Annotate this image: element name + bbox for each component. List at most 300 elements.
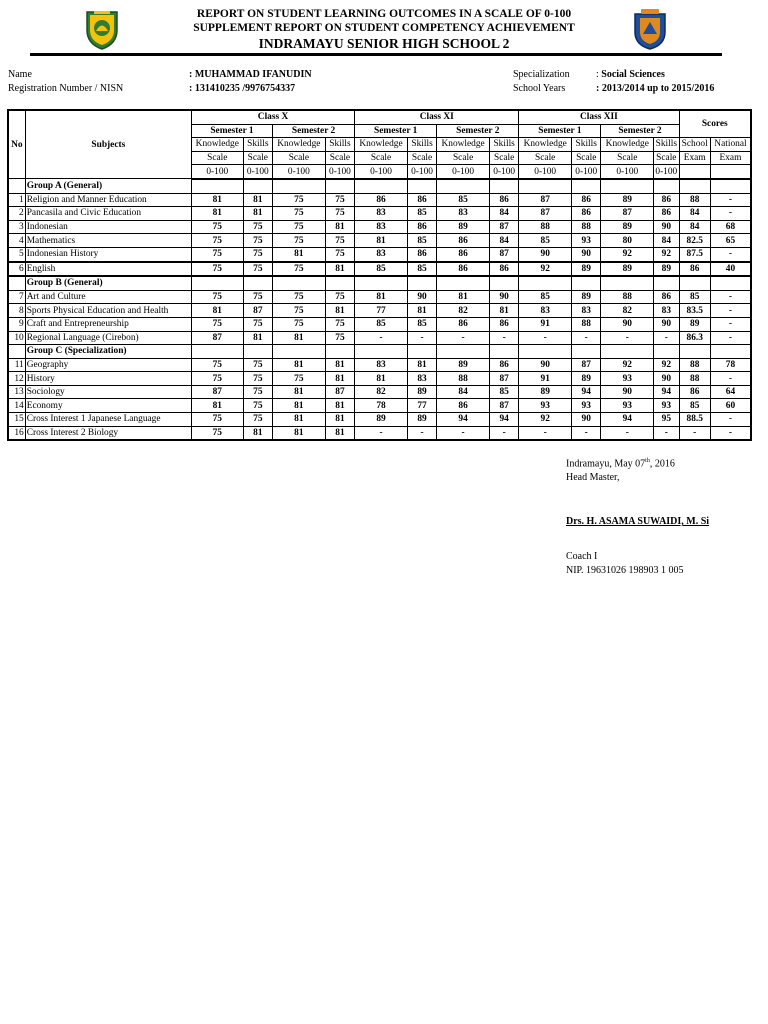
score-cell: 81 [243, 331, 272, 345]
score-cell: 89 [407, 385, 436, 399]
school-header: School [679, 138, 710, 152]
empty-cell [572, 276, 601, 290]
score-cell: 88 [572, 220, 601, 234]
score-cell: 81 [243, 207, 272, 221]
score-cell: 75 [191, 262, 243, 277]
score-cell: 80 [601, 234, 654, 248]
school-years-value: : 2013/2014 up to 2015/2016 [596, 83, 715, 94]
place-date-prefix: Indramayu, May 07 [566, 458, 646, 470]
score-cell: 89 [355, 413, 408, 427]
signature-rank: Coach I [566, 551, 598, 562]
score-cell: 85 [407, 262, 436, 277]
score-cell: 84 [489, 207, 518, 221]
knowledge-header: Knowledge [601, 138, 654, 152]
score-cell: 75 [273, 234, 326, 248]
score-cell: 87 [489, 220, 518, 234]
empty-cell [601, 179, 654, 193]
score-cell: 75 [243, 247, 272, 261]
score-cell: 88.5 [679, 413, 710, 427]
skills-header: Skills [572, 138, 601, 152]
score-cell: - [710, 290, 751, 304]
empty-cell [191, 179, 243, 193]
score-cell: 93 [654, 399, 679, 413]
place-date-sup: th [645, 458, 650, 464]
specialization-label: Specialization [513, 69, 570, 80]
skills-header: Skills [655, 139, 677, 150]
score-cell: 94 [489, 413, 518, 427]
score-cell: 84 [489, 234, 518, 248]
score-cell: 81 [325, 358, 354, 372]
score-cell: 86 [489, 262, 518, 277]
class-xi-header: Class XI [355, 110, 519, 124]
score-cell: 85 [407, 317, 436, 331]
row-number: 14 [8, 399, 25, 413]
score-cell: 78 [355, 399, 408, 413]
score-cell: 75 [191, 247, 243, 261]
score-cell: - [407, 331, 436, 345]
no-header: No [8, 110, 25, 179]
group-title: Group A (General) [25, 179, 191, 193]
school-exam-header: Exam [679, 151, 710, 165]
score-cell: 81 [273, 247, 326, 261]
score-cell: 81 [243, 426, 272, 440]
score-cell: 83.5 [679, 304, 710, 318]
row-number: 6 [8, 262, 25, 277]
empty-cell [437, 276, 490, 290]
empty-cell [654, 276, 679, 290]
table-row [8, 304, 751, 318]
score-cell: 88 [519, 220, 572, 234]
score-cell: 87 [191, 331, 243, 345]
score-cell: 89 [601, 262, 654, 277]
score-cell: 87 [489, 247, 518, 261]
score-cell: 75 [243, 220, 272, 234]
score-cell: 81 [355, 290, 408, 304]
row-number: 13 [8, 385, 25, 399]
score-cell: 89 [519, 385, 572, 399]
score-cell: 84 [679, 220, 710, 234]
group-row [8, 276, 751, 290]
row-number: 7 [8, 290, 25, 304]
score-cell: 75 [191, 426, 243, 440]
scale-label: Scale [191, 151, 243, 165]
score-cell: 82 [437, 304, 490, 318]
report-title-line-1: REPORT ON STUDENT LEARNING OUTCOMES IN A SCALE OF 0-100 [196, 8, 572, 20]
class-x-semester-1: Semester 1 [191, 124, 272, 138]
empty-cell [407, 179, 436, 193]
name-value: : MUHAMMAD IFANUDIN [189, 69, 312, 80]
score-cell: 90 [654, 220, 679, 234]
score-cell: 81 [273, 331, 326, 345]
empty-cell [710, 179, 751, 193]
score-cell: 75 [243, 413, 272, 427]
score-cell: 86 [407, 247, 436, 261]
score-cell: 75 [243, 234, 272, 248]
score-cell: 81 [489, 304, 518, 318]
skills-header: Skills [325, 138, 354, 152]
knowledge-header: Knowledge [191, 138, 243, 152]
score-cell: 88 [437, 372, 490, 386]
score-cell: 84 [679, 207, 710, 221]
score-cell: 75 [243, 290, 272, 304]
score-cell: 87 [601, 207, 654, 221]
score-cell: 81 [191, 207, 243, 221]
score-cell: 90 [572, 247, 601, 261]
scale-range: 0-100 [407, 165, 436, 179]
score-cell: 85 [679, 399, 710, 413]
score-cell: 81 [273, 358, 326, 372]
score-cell: 75 [243, 385, 272, 399]
row-number: 2 [8, 207, 25, 221]
score-cell: 86 [654, 193, 679, 207]
row-number: 15 [8, 413, 25, 427]
score-cell: 94 [654, 385, 679, 399]
scale-range: 0-100 [325, 165, 354, 179]
row-number: 8 [8, 304, 25, 318]
score-cell: 92 [519, 413, 572, 427]
subject-name: English [25, 262, 191, 277]
score-cell: 90 [489, 290, 518, 304]
score-cell: - [489, 331, 518, 345]
score-cell: 86 [679, 262, 710, 277]
score-cell: 81 [407, 358, 436, 372]
score-cell: 89 [654, 262, 679, 277]
score-cell: 95 [654, 413, 679, 427]
score-cell: 75 [243, 358, 272, 372]
subject-name: Sociology [25, 385, 191, 399]
score-cell: 81 [191, 399, 243, 413]
empty-cell [710, 345, 751, 359]
score-cell: 92 [601, 358, 654, 372]
empty-cell [325, 345, 354, 359]
score-cell: - [437, 426, 490, 440]
skills-header: Skills [489, 138, 518, 152]
score-cell: 86 [407, 193, 436, 207]
school-emblem-right [632, 8, 668, 50]
score-cell: 85 [355, 317, 408, 331]
score-cell: 87 [489, 372, 518, 386]
skills-header: Skills [407, 138, 436, 152]
score-cell: 86 [437, 247, 490, 261]
score-cell: 75 [243, 262, 272, 277]
score-cell: 81 [325, 304, 354, 318]
score-cell: 93 [572, 234, 601, 248]
score-cell: 94 [437, 413, 490, 427]
score-cell: 86 [437, 262, 490, 277]
class-xi-semester-2: Semester 2 [437, 124, 519, 138]
score-cell: 83 [355, 207, 408, 221]
table-row [8, 290, 751, 304]
score-cell: 90 [407, 290, 436, 304]
row-number: 12 [8, 372, 25, 386]
score-cell: - [355, 426, 408, 440]
score-cell: 81 [355, 234, 408, 248]
score-cell: 81 [407, 304, 436, 318]
score-cell: 83 [572, 304, 601, 318]
score-cell: 92 [601, 247, 654, 261]
knowledge-header: Knowledge [519, 138, 572, 152]
score-cell: 94 [601, 413, 654, 427]
score-cell: 83 [355, 247, 408, 261]
score-cell: 82 [601, 304, 654, 318]
score-cell: 88 [679, 358, 710, 372]
score-cell: - [710, 247, 751, 261]
score-cell: 92 [654, 358, 679, 372]
registration-value: : 131410235 /9976754337 [189, 83, 296, 94]
subject-name: Cross Interest 1 Japanese Language [25, 413, 191, 427]
school-name: INDRAMAYU SENIOR HIGH SCHOOL 2 [258, 36, 510, 51]
score-cell: 75 [325, 290, 354, 304]
score-cell: 65 [710, 234, 751, 248]
score-cell: 60 [710, 399, 751, 413]
score-cell: - [710, 317, 751, 331]
score-cell: 86 [355, 193, 408, 207]
subject-name: Craft and Entrepreneurship [25, 317, 191, 331]
score-cell: 83 [519, 304, 572, 318]
score-cell: 86 [489, 317, 518, 331]
score-cell: 77 [355, 304, 408, 318]
header-divider [30, 53, 722, 56]
score-cell: 88 [572, 317, 601, 331]
subject-name: Indonesian History [25, 247, 191, 261]
score-cell: 82.5 [679, 234, 710, 248]
row-number: 11 [8, 358, 25, 372]
score-cell: - [489, 426, 518, 440]
empty-cell [489, 276, 518, 290]
score-cell: 86 [654, 207, 679, 221]
national-header: National [710, 138, 751, 152]
score-cell: 85 [679, 290, 710, 304]
scale-label: Scale [325, 151, 354, 165]
table-row [8, 247, 751, 261]
score-cell: 75 [325, 207, 354, 221]
class-x-header: Class X [191, 110, 354, 124]
score-cell: 81 [243, 193, 272, 207]
scale-label: Scale [355, 151, 408, 165]
score-cell: 81 [273, 385, 326, 399]
subject-name: Art and Culture [25, 290, 191, 304]
table-row [8, 220, 751, 234]
scale-range: 0-100 [601, 165, 654, 179]
signature-place-date [566, 458, 675, 469]
scale-range: 0-100 [654, 165, 679, 179]
class-x-semester-2: Semester 2 [273, 124, 355, 138]
empty-cell [489, 345, 518, 359]
subject-name: Sports Physical Education and Health [25, 304, 191, 318]
group-row [8, 179, 751, 193]
scale-range: 0-100 [191, 165, 243, 179]
empty-cell [679, 276, 710, 290]
empty-cell [679, 179, 710, 193]
score-cell: - [654, 426, 679, 440]
empty-cell [243, 345, 272, 359]
score-cell: 87 [572, 358, 601, 372]
score-cell: 86 [489, 358, 518, 372]
score-cell: 86 [654, 290, 679, 304]
empty-cell [679, 345, 710, 359]
score-cell: 85 [407, 234, 436, 248]
score-cell: - [710, 304, 751, 318]
score-cell: 90 [572, 413, 601, 427]
score-cell: 86 [437, 234, 490, 248]
score-cell: 75 [191, 372, 243, 386]
scores-header: Scores [679, 110, 751, 138]
report-header [0, 0, 768, 60]
score-cell: 87 [489, 399, 518, 413]
registration-label: Registration Number / NISN [8, 83, 124, 94]
score-cell: 81 [325, 220, 354, 234]
score-cell: 86.3 [679, 331, 710, 345]
name-label: Name [8, 69, 32, 80]
empty-cell [191, 276, 243, 290]
subject-name: Religion and Manner Education [25, 193, 191, 207]
table-row [8, 207, 751, 221]
subjects-header: Subjects [25, 110, 191, 179]
score-cell: 89 [601, 193, 654, 207]
scale-label: Scale [654, 151, 679, 165]
score-cell: 89 [601, 220, 654, 234]
table-row [8, 399, 751, 413]
empty-cell [407, 345, 436, 359]
score-cell: 75 [273, 290, 326, 304]
scale-label: Scale [407, 151, 436, 165]
score-cell: 90 [654, 372, 679, 386]
scale-range: 0-100 [355, 165, 408, 179]
scale-range: 0-100 [273, 165, 326, 179]
table-row [8, 234, 751, 248]
grades-table [7, 109, 752, 441]
score-cell: - [601, 331, 654, 345]
score-cell: 68 [710, 220, 751, 234]
class-xii-semester-2: Semester 2 [601, 124, 679, 138]
score-cell: - [519, 426, 572, 440]
score-cell: 83 [355, 220, 408, 234]
scale-range: 0-100 [519, 165, 572, 179]
scale-label: Scale [243, 151, 272, 165]
score-cell: 75 [325, 331, 354, 345]
score-cell: 75 [191, 290, 243, 304]
score-cell: 81 [325, 262, 354, 277]
score-cell: 93 [572, 399, 601, 413]
score-cell: 84 [437, 385, 490, 399]
signature-role: Head Master, [566, 472, 620, 483]
empty-cell [601, 276, 654, 290]
score-cell: 78 [710, 358, 751, 372]
score-cell: 86 [407, 220, 436, 234]
score-cell: 83 [437, 207, 490, 221]
score-cell: 92 [654, 247, 679, 261]
score-cell: 92 [519, 262, 572, 277]
row-number: 1 [8, 193, 25, 207]
score-cell: - [710, 372, 751, 386]
score-cell: - [437, 331, 490, 345]
score-cell: 89 [437, 358, 490, 372]
score-cell: 89 [679, 317, 710, 331]
score-cell: 75 [243, 317, 272, 331]
scale-label: Scale [601, 151, 654, 165]
score-cell: 83 [654, 304, 679, 318]
score-cell: 88 [679, 372, 710, 386]
score-cell: 64 [710, 385, 751, 399]
empty-cell [601, 345, 654, 359]
empty-cell [191, 345, 243, 359]
scale-label: Scale [519, 151, 572, 165]
empty-cell [407, 276, 436, 290]
score-cell: - [355, 331, 408, 345]
score-cell: 75 [325, 234, 354, 248]
knowledge-header: Knowledge [437, 138, 490, 152]
score-cell: 89 [437, 220, 490, 234]
score-cell: - [710, 207, 751, 221]
score-cell: 81 [325, 399, 354, 413]
skills-header: Skills [243, 138, 272, 152]
score-cell: 81 [273, 426, 326, 440]
scale-range: 0-100 [437, 165, 490, 179]
score-cell: 81 [325, 426, 354, 440]
row-number: 9 [8, 317, 25, 331]
scale-label: Scale [437, 151, 490, 165]
empty-cell [710, 276, 751, 290]
empty-cell [519, 179, 572, 193]
scale-range: 0-100 [489, 165, 518, 179]
score-cell: - [407, 426, 436, 440]
empty-cell [355, 179, 408, 193]
scale-label: Scale [489, 151, 518, 165]
empty-cell [8, 345, 25, 359]
class-xii-header: Class XII [519, 110, 679, 124]
row-number: 5 [8, 247, 25, 261]
score-cell: 75 [191, 413, 243, 427]
table-row [8, 358, 751, 372]
score-cell: 87 [519, 193, 572, 207]
score-cell: - [710, 193, 751, 207]
score-cell: 81 [191, 193, 243, 207]
score-cell: 87 [325, 385, 354, 399]
school-years-label: School Years [513, 83, 566, 94]
score-cell: 75 [273, 372, 326, 386]
knowledge-header: Knowledge [355, 138, 408, 152]
score-cell: - [710, 331, 751, 345]
score-cell: 85 [407, 207, 436, 221]
table-row [8, 317, 751, 331]
empty-cell [8, 276, 25, 290]
score-cell: - [710, 413, 751, 427]
signature-nip: NIP. 19631026 198903 1 005 [566, 565, 684, 576]
empty-cell [489, 179, 518, 193]
table-row [8, 262, 751, 277]
score-cell: 75 [273, 262, 326, 277]
score-cell: 86 [437, 399, 490, 413]
score-cell: 75 [191, 220, 243, 234]
empty-header-cell [710, 165, 751, 179]
score-cell: 89 [572, 262, 601, 277]
score-cell: 85 [519, 290, 572, 304]
class-xii-semester-1: Semester 1 [519, 124, 601, 138]
score-cell: 75 [325, 247, 354, 261]
score-cell: - [654, 331, 679, 345]
score-cell: 85 [437, 193, 490, 207]
score-cell: 87.5 [679, 247, 710, 261]
score-cell: 88 [679, 193, 710, 207]
score-cell: 94 [572, 385, 601, 399]
score-cell: 83 [355, 358, 408, 372]
empty-cell [519, 276, 572, 290]
group-row [8, 345, 751, 359]
score-cell: 75 [273, 193, 326, 207]
score-cell: 90 [601, 385, 654, 399]
score-cell: 86 [489, 193, 518, 207]
empty-cell [325, 179, 354, 193]
